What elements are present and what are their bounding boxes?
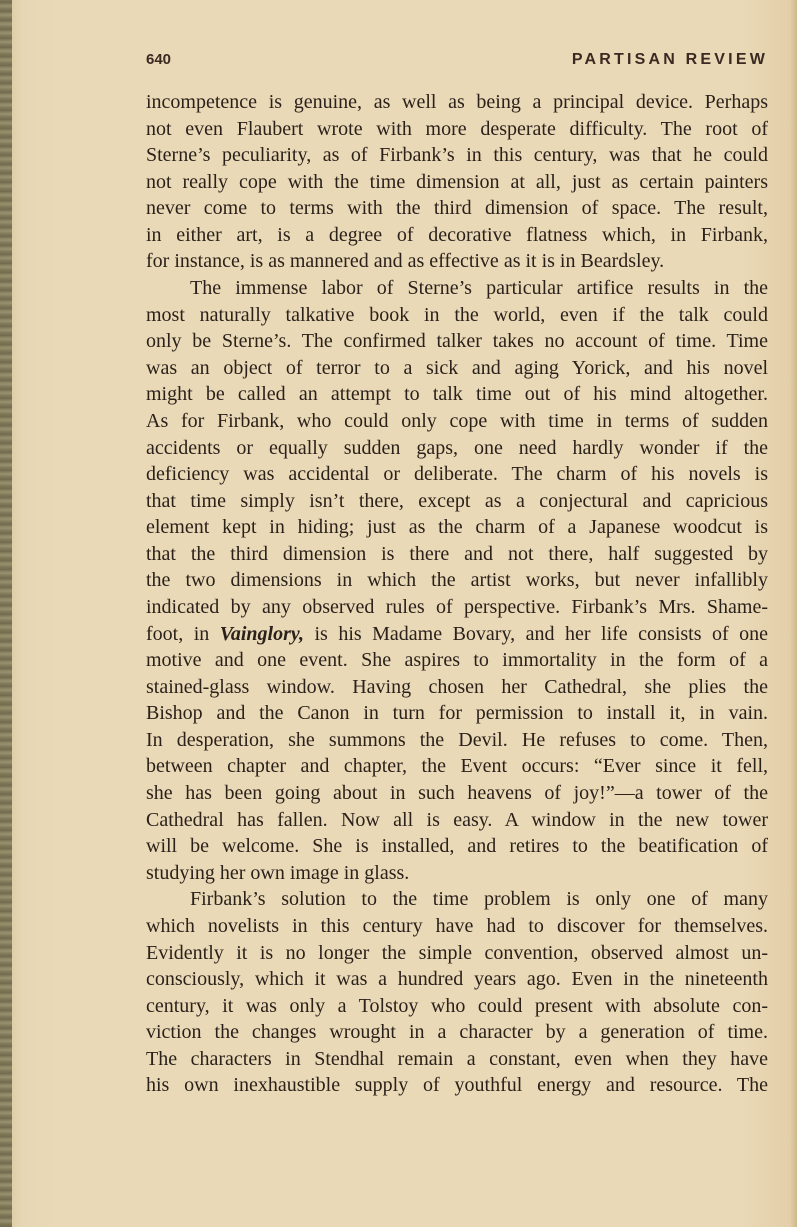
text-line: not even Flaubert wrote with more desperate difficulty. The root of (146, 117, 768, 140)
text-line: most naturally talkative book in the world, even if the talk could (146, 303, 768, 326)
text-line: that time simply isn’t there, except as a conjectural and capricious (146, 489, 768, 512)
paragraph-start-line: Firbank’s solution to the time problem is only one of many (190, 888, 768, 911)
text-line: in either art, is a degree of decorative flatness which, in Firbank, (146, 223, 768, 246)
text-line: motive and one event. She aspires to immortality in the form of a (146, 649, 768, 672)
text-line: she has been going about in such heavens of joy!”—a tower of the (146, 782, 768, 805)
paragraph-start-line: The immense labor of Sterne’s particular artifice results in the (190, 277, 768, 300)
text-line: The characters in Stendhal remain a constant, even when they have (146, 1047, 768, 1070)
text-line: the two dimensions in which the artist works, but never infallibly (146, 569, 768, 592)
text-line: which novelists in this century have had to discover for themselves. (146, 914, 768, 937)
text-line: will be welcome. She is installed, and retires to the beatification of (146, 835, 768, 858)
text-segment: foot, in (146, 622, 220, 645)
text-line: stained-glass window. Having chosen her Cathedral, she plies the (146, 675, 768, 698)
text-line: for instance, is as mannered and as effective as it is in Beardsley. (146, 250, 665, 273)
text-line: Bishop and the Canon in turn for permission to install it, in vain. (146, 702, 768, 725)
text-line: never come to terms with the third dimension of space. The result, (146, 197, 768, 220)
running-head: PARTISAN REVIEW (571, 51, 768, 68)
text-line: viction the changes wrought in a character by a generation of time. (146, 1021, 768, 1044)
page-number: 640 (146, 51, 172, 68)
text-line: accidents or equally sudden gaps, one need hardly wonder if the (146, 436, 768, 459)
text-line: was an object of terror to a sick and aging Yorick, and his novel (146, 356, 768, 379)
text-line: consciously, which it was a hundred years ago. Even in the nineteenth (146, 968, 768, 991)
text-line: In desperation, she summons the Devil. He refuses to come. Then, (146, 728, 768, 751)
text-line-with-title (146, 621, 768, 648)
text-line: might be called an attempt to talk time out of his mind altogether. (146, 383, 768, 406)
text-line: element kept in hiding; just as the charm of a Japanese woodcut is (146, 516, 768, 539)
text-line: studying her own image in glass. (146, 861, 410, 884)
page-header (146, 51, 768, 73)
text-line: that the third dimension is there and not there, half suggested by (146, 542, 768, 565)
text-line: incompetence is genuine, as well as being a principal device. Perhaps (146, 91, 768, 113)
text-line: not really cope with the time dimension at all, just as certain painters (146, 170, 768, 193)
text-line: Evidently it is no longer the simple convention, observed almost un- (146, 941, 768, 964)
text-line: century, it was only a Tolstoy who could present with absolute con- (146, 994, 768, 1017)
book-spine-edge (0, 0, 12, 1227)
text-line: deficiency was accidental or deliberate. The charm of his novels is (146, 463, 768, 486)
text-line: indicated by any observed rules of perspective. Firbank’s Mrs. Shame- (146, 595, 768, 618)
book-title: Vainglory, (219, 622, 305, 645)
body-text (146, 89, 768, 1099)
text-line: Sterne’s peculiarity, as of Firbank’s in this century, was that he could (146, 144, 768, 167)
text-segment: is his Madame Bovary, and her life consists of one (304, 622, 768, 645)
text-line: As for Firbank, who could only cope with time in terms of sudden (146, 409, 768, 432)
text-line: only be Sterne’s. The confirmed talker takes no account of time. Time (146, 330, 768, 353)
text-line: between chapter and chapter, the Event occurs: “Ever since it fell, (146, 755, 768, 778)
text-line: Cathedral has fallen. Now all is easy. A window in the new tower (146, 808, 768, 831)
text-line: his own inexhaustible supply of youthful energy and resource. The (146, 1074, 768, 1097)
